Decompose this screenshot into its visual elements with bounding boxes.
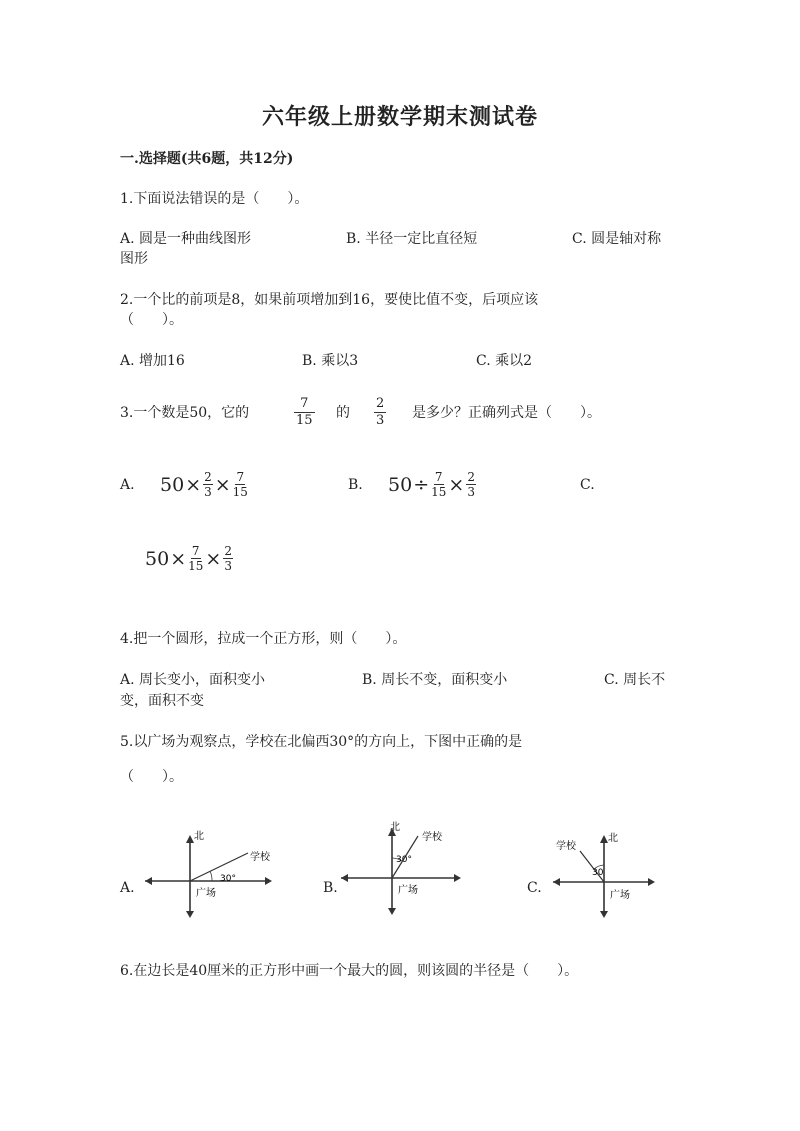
question-3-formula-b [388, 470, 477, 499]
question-3-option-a-label: A. [120, 477, 135, 493]
angle-arc [210, 871, 212, 881]
formula-operator: × [205, 547, 222, 570]
formula-operator: ÷ [413, 473, 430, 496]
compass-diagram-a [140, 825, 275, 920]
formula-denominator: 3 [204, 485, 212, 499]
question-3-stem-part2: 的 [336, 405, 350, 421]
school-label: 学校 [422, 832, 442, 843]
question-4-option-c-wrap: 变，面积不变 [120, 693, 204, 709]
formula-fraction [233, 470, 248, 499]
page-title: 六年级上册数学期末测试卷 [261, 104, 538, 130]
question-3-option-b-label: B. [348, 477, 363, 493]
formula-numerator: 2 [467, 470, 475, 484]
formula-numerator: 2 [204, 470, 212, 484]
question-3-formula-a [160, 470, 249, 499]
school-label: 学校 [556, 841, 576, 852]
formula-operator: × [214, 473, 231, 496]
question-2-option-b: B. 乘以3 [302, 353, 359, 369]
question-2-stem: 2.一个比的前项是8，如果前项增加到16，要使比值不变，后项应该 [120, 292, 539, 308]
east-arrow-icon [454, 874, 461, 882]
formula-denominator: 3 [224, 559, 232, 573]
question-2-stem-wrap: （ ）。 [120, 312, 183, 328]
question-5-option-a-label: A. [120, 880, 135, 896]
square-label: 广场 [196, 888, 216, 899]
formula-numerator: 2 [224, 544, 232, 558]
east-arrow-icon [265, 877, 272, 885]
angle-label: 30° [220, 874, 236, 884]
south-arrow-icon [600, 911, 608, 918]
question-3-stem-part1: 3.一个数是50，它的 [120, 405, 250, 421]
question-1-option-c: C. 圆是轴对称 [572, 231, 662, 247]
square-label: 广场 [610, 890, 630, 901]
question-5-stem: 5.以广场为观察点，学校在北偏西30°的方向上，下图中正确的是 [120, 734, 523, 750]
question-5-option-c-label: C. [527, 880, 542, 896]
formula-number: 50 [145, 547, 170, 570]
question-4-option-c: C. 周长不 [604, 672, 666, 688]
formula-numerator: 7 [434, 470, 443, 484]
north-arrow-icon [600, 835, 608, 843]
west-arrow-icon [341, 874, 348, 882]
question-5-stem-wrap: （ ）。 [120, 769, 183, 785]
formula-operator: × [170, 547, 187, 570]
question-3-stem-part3: 是多少？正确列式是（ ）。 [412, 405, 601, 421]
question-2-option-a: A. 增加16 [120, 353, 185, 369]
formula-number: 50 [160, 473, 185, 496]
formula-fraction [431, 470, 446, 499]
north-arrow-icon [186, 835, 194, 843]
question-1-stem: 1.下面说法错误的是（ ）。 [120, 191, 309, 207]
school-direction-line [190, 853, 248, 881]
formula-fraction [466, 470, 476, 499]
west-arrow-icon [145, 877, 152, 885]
north-label: 北 [194, 831, 204, 842]
question-1-option-b: B. 半径一定比直径短 [346, 231, 478, 247]
formula-operator: × [448, 473, 465, 496]
question-4-option-a: A. 周长变小，面积变小 [120, 672, 266, 688]
south-arrow-icon [388, 908, 396, 915]
question-1-option-a: A. 圆是一种曲线图形 [120, 231, 252, 247]
west-arrow-icon [553, 878, 560, 886]
angle-label: 30° [396, 855, 412, 865]
formula-denominator: 15 [232, 485, 248, 499]
formula-number: 50 [388, 473, 413, 496]
question-5-option-b-label: B. [323, 880, 338, 896]
fraction-denominator: 15 [296, 413, 313, 428]
formula-denominator: 15 [431, 485, 447, 499]
formula-fraction [188, 544, 203, 573]
question-6-stem: 6.在边长是40厘米的正方形中画一个最大的圆，则该圆的半径是（ ）。 [120, 963, 579, 979]
fraction-numerator: 2 [376, 396, 385, 411]
fraction-numerator: 7 [294, 396, 315, 413]
square-label: 广场 [398, 885, 418, 896]
section-heading: 一.选择题(共6题，共12分) [120, 151, 294, 167]
question-4-option-b: B. 周长不变，面积变小 [362, 672, 508, 688]
north-label: 北 [608, 833, 618, 844]
school-label: 学校 [250, 852, 270, 863]
angle-label: 30 [592, 868, 604, 878]
fraction-seven-fifteenths [294, 396, 315, 429]
formula-fraction [223, 544, 233, 573]
formula-fraction [203, 470, 213, 499]
formula-numerator: 7 [191, 544, 200, 558]
formula-denominator: 3 [467, 485, 475, 499]
question-4-stem: 4.把一个圆形，拉成一个正方形，则（ ）。 [120, 631, 407, 647]
south-arrow-icon [186, 911, 194, 918]
formula-numerator: 7 [236, 470, 245, 484]
fraction-two-thirds [374, 396, 386, 429]
question-1-option-c-wrap: 图形 [120, 251, 148, 267]
fraction-denominator: 3 [376, 413, 385, 428]
compass-diagram-c [548, 825, 660, 920]
north-label: 北 [390, 822, 400, 833]
question-3-formula-c [145, 544, 234, 573]
question-3-option-c-label: C. [580, 477, 595, 493]
formula-denominator: 15 [188, 559, 204, 573]
question-2-option-c: C. 乘以2 [476, 353, 533, 369]
east-arrow-icon [648, 878, 655, 886]
formula-operator: × [185, 473, 202, 496]
compass-diagram-b [336, 818, 464, 918]
